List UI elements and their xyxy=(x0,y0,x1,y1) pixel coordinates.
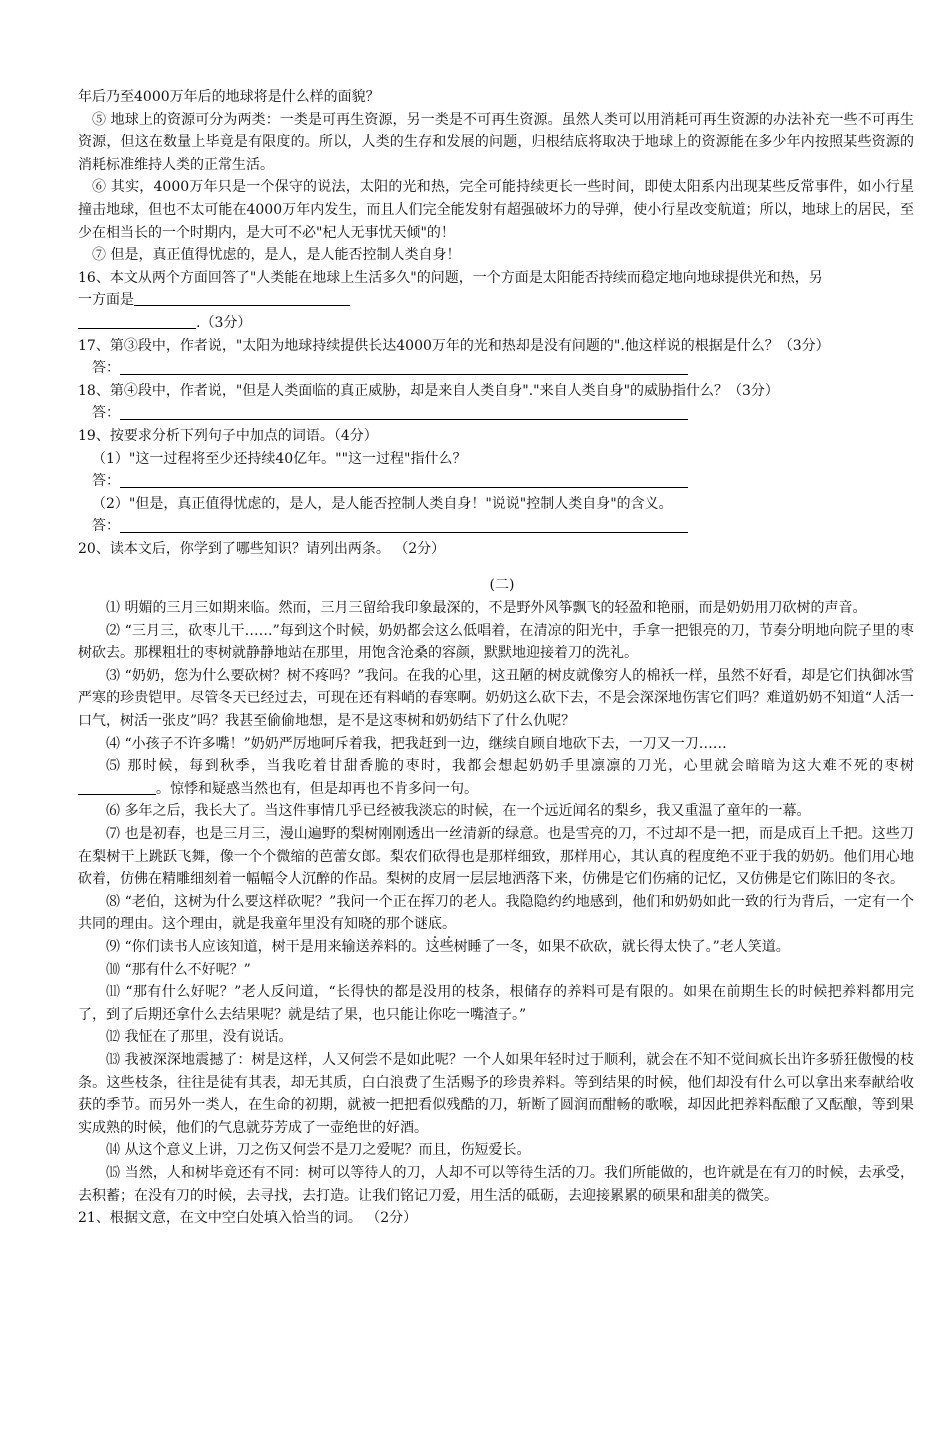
question-20: 20、读本文后，你学到了哪些知识？请列出两条。 （2分） xyxy=(78,540,446,557)
section-title: (二) xyxy=(489,577,515,594)
passage-paragraph-10: ⑽ “那有什么不好呢？” xyxy=(106,961,251,978)
answer-line-18 xyxy=(78,402,914,425)
question-18: 18、第④段中，作者说，"但是人类面临的真正威胁，却是来自人类自身"."来自人类自身"的威胁指什么？（3分） xyxy=(78,382,779,399)
question-17: 17、第③段中，作者说，"太阳为地球持续提供长达4000万年的光和热却是没有问题的".他这样说的根据是什么？（3分） xyxy=(78,337,830,354)
question-16-line2 xyxy=(78,289,914,312)
passage-paragraph-12: ⑿ 我怔在了那里，没有说话。 xyxy=(106,1029,293,1046)
fill-blank-line[interactable] xyxy=(78,779,156,795)
question-21: 21、根据文意，在文中空白处填入恰当的词。 （2分） xyxy=(78,1210,418,1227)
passage-paragraph-5 xyxy=(78,755,914,800)
question-16-score: .（3分） xyxy=(196,314,252,331)
answer-blank[interactable] xyxy=(120,518,688,533)
answer-line-17 xyxy=(78,357,914,380)
question-19: 19、按要求分析下列句子中加点的词语。（4分） xyxy=(78,427,378,444)
passage-paragraph-8 xyxy=(78,891,914,936)
paragraph-7: ⑦ 但是，真正值得忧虑的，是人，是人能否控制人类自身！ xyxy=(92,247,461,264)
paragraph-5-text-a: ⑸ 那时候，每到秋季，当我吃着甘甜香脆的枣时，我都会想起奶奶手里凛凛的刀光，心里就会暗暗为这大难不死的枣树 xyxy=(106,758,914,775)
question-19-1: （1）"这一过程将至少还持续40亿年。""这一过程"指什么？ xyxy=(92,450,467,467)
passage-paragraph-9: ⑼ “你们读书人应该知道，树干是用来输送养料的。这些树睡了一冬，如果不砍砍，就长得太快了。”老人笑道。 xyxy=(106,938,790,955)
paragraph-6: ⑥ 其实，4000万年只是一个保守的说法，太阳的光和热，完全可能持续更长一些时间，即使太阳系内出现某些反常事件，如小行星撞击地球，但也不太可能在4000万年内发生，而且人们完全能发射有超强破坏力的导弹，使小行星改变航道；所以，地球上的居民，至少在相当长的一个时期内，是大可不必"杞人无事忧天倾"的！ xyxy=(78,179,914,241)
exam-page xyxy=(78,86,914,1230)
passage-paragraph-6: ⑹ 多年之后，我长大了。当这件事情几乎已经被我淡忘的时候，在一个远近闻名的梨乡，我又重温了童年的一幕。 xyxy=(106,803,811,820)
passage-paragraph-4: ⑷ “小孩子不许多嘴！”奶奶严厉地呵斥着我，把我赶到一边，继续自顾自地砍下去，一刀又一刀…… xyxy=(106,735,727,752)
answer-label: 答： xyxy=(92,473,120,490)
emphasis-dot-char: 底 xyxy=(428,916,442,933)
question-16-line1: 16、本文从两个方面回答了"人类能在地球上生活多久"的问题，一个方面是太阳能否持续而稳定地向地球提供光和热，另 xyxy=(78,269,823,286)
answer-line-19-1 xyxy=(78,470,914,493)
fill-blank-line[interactable] xyxy=(134,290,350,306)
passage-paragraph-14: ⒁ 从这个意义上讲，刀之伤又何尝不是刀之爱呢？而且，伤短爱长。 xyxy=(106,1142,531,1159)
paragraph-8-text: ⑻ “老伯，这树为什么要这样砍呢？”我问一个正在挥刀的老人。我隐隐约约地感到，他们和奶奶如此一致的行为背后，一定有一个共同的理由。这个理由，就是我童年里没有知晓的那个 xyxy=(78,893,914,933)
answer-blank[interactable] xyxy=(120,473,688,488)
passage-paragraph-3: ⑶ “奶奶，您为什么要砍树？树不疼吗？”我问。在我的心里，这丑陋的树皮就像穷人的棉袄一样，虽然不好看，却是它们执御冰雪严寒的珍贵铠甲。尽管冬天已经过去，可现在还有料峭的春寒啊。奶奶这么砍下去，不是会深深地伤害它们吗？难道奶奶不知道“人活一口气，树活一张皮”吗？我甚至偷偷地想，是不是这枣树和奶奶结下了什么仇呢？ xyxy=(78,667,914,730)
answer-line-19-2 xyxy=(78,515,914,538)
answer-label: 答： xyxy=(92,518,120,535)
question-19-2: （2）"但是，真正值得忧虑的，是人，是人能否控制人类自身！"说说"控制人类自身"的含义。 xyxy=(92,495,673,512)
passage-paragraph-2: ⑵ “三月三，砍枣儿干……”每到这个时候，奶奶都会这么低唱着，在清凉的阳光中，手拿一把银亮的刀，节奏分明地向院子里的枣树砍去。那棵粗壮的枣树就静静地站在那里，用饱含沧桑的容颜，默默地迎接着刀的洗礼。 xyxy=(78,622,914,662)
passage-paragraph-1: ⑴ 明媚的三月三如期来临。然而，三月三留给我印象最深的，不是野外风筝飘飞的轻盈和艳丽，而是奶奶用刀砍树的声音。 xyxy=(106,600,867,617)
passage-paragraph-13: ⒀ 我被深深地震撼了：树是这样，人又何尝不是如此呢？一个人如果年轻时过于顺利，就会在不知不觉间疯长出许多骄狂傲慢的枝条。这些枝条，往往是徒有其表，却无其质，白白浪费了生活赐予的珍贵养料。等到结果的时候，他们却没有什么可以拿出来奉献给收获的季节。而另外一类人，在生命的初期，就被一把把看似残酷的刀，斩断了圆润而酣畅的歌喉，却因此把养料酝酿了又酝酿，等到果实成熟的时候，他们的气息就芬芳成了一壶绝世的好酒。 xyxy=(78,1051,914,1136)
answer-label: 答： xyxy=(92,360,120,377)
paragraph-8-end: 。 xyxy=(442,916,456,933)
passage-paragraph-7: ⑺ 也是初春，也是三月三，漫山遍野的梨树刚刚透出一丝清新的绿意。也是雪亮的刀，不过却不是一把，而是成百上千把。这些刀在梨树干上跳跃飞舞，像一个个微缩的芭蕾女郎。梨农们砍得也是那样细致，那样用心，其认真的程度绝不亚于我的奶奶。他们用心地砍着，仿佛在精雕细刻着一幅幅令人沉醉的作品。梨树的皮屑一层层地洒落下来，仿佛是它们伤痛的记忆，又仿佛是它们陈旧的冬衣。 xyxy=(78,826,914,888)
answer-blank[interactable] xyxy=(120,405,688,420)
text-line: 年后乃至4000万年后的地球将是什么样的面貌？ xyxy=(78,89,380,105)
question-16-line3 xyxy=(78,312,914,335)
question-16-text: 一方面是 xyxy=(78,292,134,309)
passage-paragraph-15: ⒂ 当然，人和树毕竟还有不同：树可以等待人的刀，人却不可以等待生活的刀。我们所能做的，也许就是在有刀的时候，去承受，去积蓄；在没有刀的时候，去寻找，去打造。让我们铭记刀爱，用生活的砥砺，去迎接累累的硕果和甜美的微笑。 xyxy=(78,1164,914,1204)
paragraph-5: ⑤ 地球上的资源可分为两类：一类是可再生资源，另一类是不可再生资源。虽然人类可以用消耗可再生资源的办法补充一些不可再生资源，但这在数量上毕竟是有限度的。所以，人类的生存和发展的问题，归根结底将取决于地球上的资源能在多少年内按照某些资源的消耗标准维持人类的正常生活。 xyxy=(78,111,914,173)
passage-paragraph-11: ⑾ “那有什么好呢？”老人反问道，“长得快的都是没用的枝条，根储存的养料可是有限的。如果在前期生长的时候把养料都用完了，到了后期还拿什么去结果呢？就是结了果，也只能让你吃一嘴渣子。” xyxy=(78,984,914,1023)
emphasis-dot-char: 谜 xyxy=(414,916,428,933)
paragraph-5-text-b: 。惊悸和疑惑当然也有，但是却再也不肯多问一句。 xyxy=(156,780,478,797)
answer-blank[interactable] xyxy=(120,360,688,375)
answer-label: 答： xyxy=(92,405,120,422)
fill-blank-line[interactable] xyxy=(78,313,196,329)
